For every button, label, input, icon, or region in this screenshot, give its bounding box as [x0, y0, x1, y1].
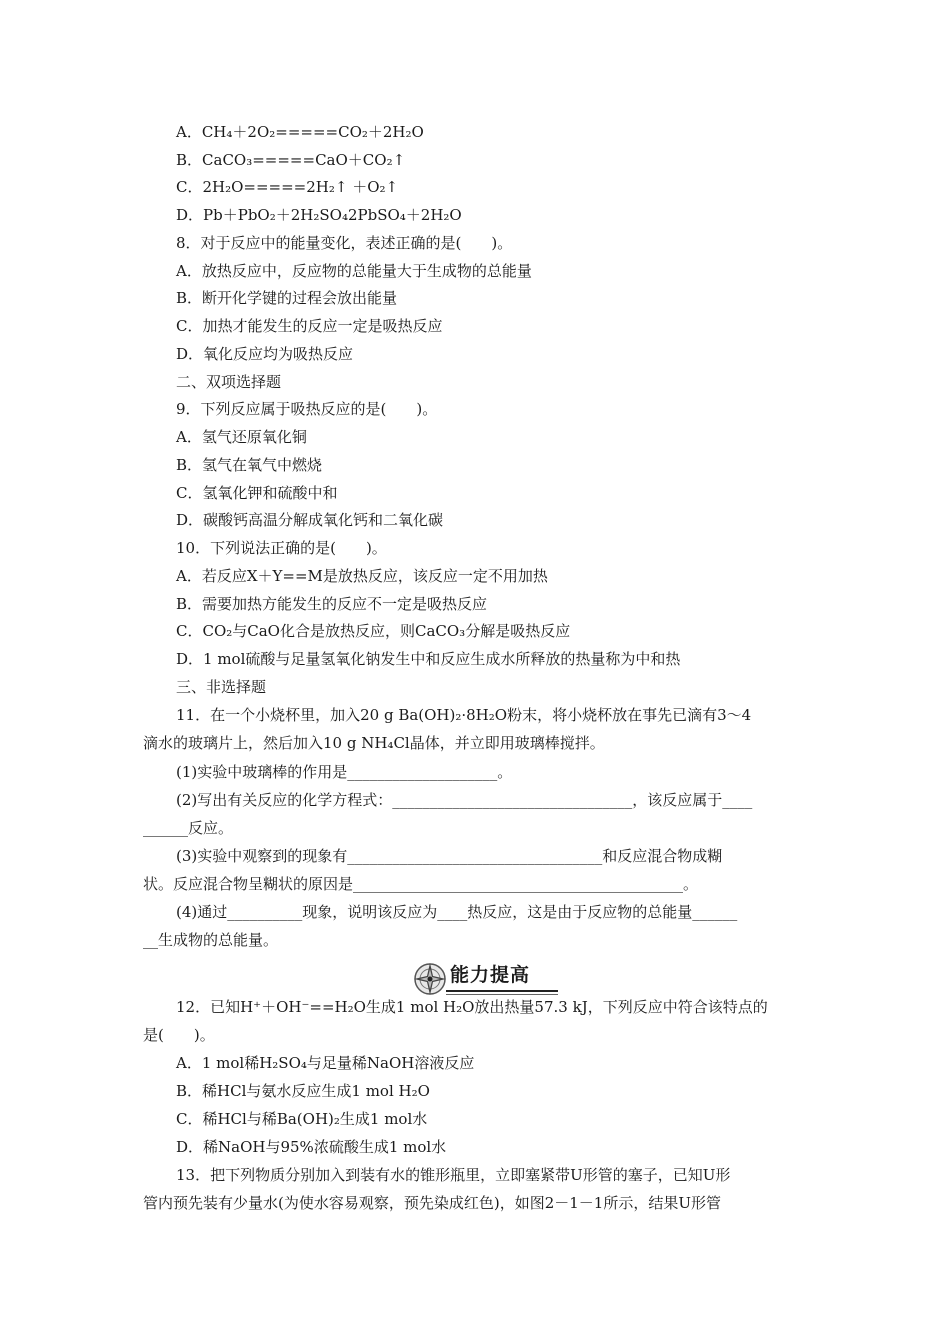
- q9-option-b: B．氢气在氧气中燃烧: [176, 456, 323, 474]
- q10-option-c: C．CO₂与CaO化合是放热反应，则CaCO₃分解是吸热反应: [176, 622, 571, 640]
- q8-option-b: B．断开化学键的过程会放出能量: [176, 289, 398, 307]
- q8-option-a: A．放热反应中，反应物的总能量大于生成物的总能量: [176, 262, 532, 280]
- section-heading-double-choice: 二、双项选择题: [176, 373, 282, 391]
- q11-part-4-line-2: __生成物的总能量。: [143, 931, 279, 949]
- q10-stem: 10．下列说法正确的是( )。: [176, 539, 387, 557]
- q11-part-2-line-2: ______反应。: [143, 819, 234, 837]
- banner-underline-thin: [446, 994, 558, 995]
- q7-option-a: A．CH₄＋2O₂=====CO₂＋2H₂O: [176, 123, 424, 141]
- q8-option-d: D．氧化反应均为吸热反应: [176, 345, 354, 363]
- section-heading-non-choice: 三、非选择题: [176, 678, 267, 696]
- q11-part-3-line-2: 状。反应混合物呈糊状的原因是____________________________________________。: [143, 875, 699, 893]
- q13-stem-line-2: 管内预先装有少量水(为使水容易观察，预先染成红色)，如图2－1－1所示，结果U形管: [143, 1194, 721, 1212]
- q9-option-d: D．碳酸钙高温分解成氧化钙和二氧化碳: [176, 511, 444, 529]
- q12-option-d: D．稀NaOH与95%浓硫酸生成1 mol水: [176, 1138, 447, 1156]
- q7-option-c: C．2H₂O=====2H₂↑ ＋O₂↑: [176, 178, 399, 196]
- q9-option-c: C．氢氧化钾和硫酸中和: [176, 484, 338, 502]
- q11-part-4-line-1: (4)通过__________现象，说明该反应为____热反应，这是由于反应物的总能量______: [176, 903, 738, 921]
- q10-option-a: A．若反应X＋Y==M是放热反应，该反应一定不用加热: [176, 567, 548, 585]
- q12-stem-line-2: 是( )。: [143, 1026, 215, 1044]
- q7-option-d: D．Pb＋PbO₂＋2H₂SO₄2PbSO₄＋2H₂O: [176, 206, 462, 224]
- q11-part-1: (1)实验中玻璃棒的作用是____________________。: [176, 763, 513, 781]
- q11-part-3-line-1: (3)实验中观察到的现象有__________________________________和反应混合物成糊: [176, 847, 723, 865]
- q11-stem-line-1: 11．在一个小烧杯里，加入20 g Ba(OH)₂·8H₂O粉末，将小烧杯放在事先已滴有3～4: [176, 706, 752, 724]
- q8-stem: 8．对于反应中的能量变化，表述正确的是( )。: [176, 234, 513, 252]
- compass-rose-icon: [412, 961, 448, 997]
- q11-part-2-line-1: (2)写出有关反应的化学方程式：________________________________，该反应属于____: [176, 791, 753, 809]
- section-banner-title: 能力提高: [450, 964, 531, 986]
- q9-option-a: A．氢气还原氧化铜: [176, 428, 307, 446]
- q10-option-d: D．1 mol硫酸与足量氢氧化钠发生中和反应生成水所释放的热量称为中和热: [176, 650, 681, 668]
- q7-option-b: B．CaCO₃=====CaO＋CO₂↑: [176, 151, 406, 169]
- banner-underline: [446, 990, 558, 992]
- q8-option-c: C．加热才能发生的反应一定是吸热反应: [176, 317, 443, 335]
- q12-option-b: B．稀HCl与氨水反应生成1 mol H₂O: [176, 1082, 430, 1100]
- q12-stem-line-1: 12．已知H⁺＋OH⁻==H₂O生成1 mol H₂O放出热量57.3 kJ，下列反应中符合该特点的: [176, 998, 768, 1016]
- q10-option-b: B．需要加热方能发生的反应不一定是吸热反应: [176, 595, 488, 613]
- q11-stem-line-2: 滴水的玻璃片上，然后加入10 g NH₄Cl晶体，并立即用玻璃棒搅拌。: [143, 734, 605, 752]
- section-banner: [412, 961, 562, 1001]
- q12-option-c: C．稀HCl与稀Ba(OH)₂生成1 mol水: [176, 1110, 428, 1128]
- q9-stem: 9．下列反应属于吸热反应的是( )。: [176, 400, 438, 418]
- q13-stem-line-1: 13．把下列物质分别加入到装有水的锥形瓶里，立即塞紧带U形管的塞子，已知U形: [176, 1166, 731, 1184]
- q12-option-a: A．1 mol稀H₂SO₄与足量稀NaOH溶液反应: [176, 1054, 475, 1072]
